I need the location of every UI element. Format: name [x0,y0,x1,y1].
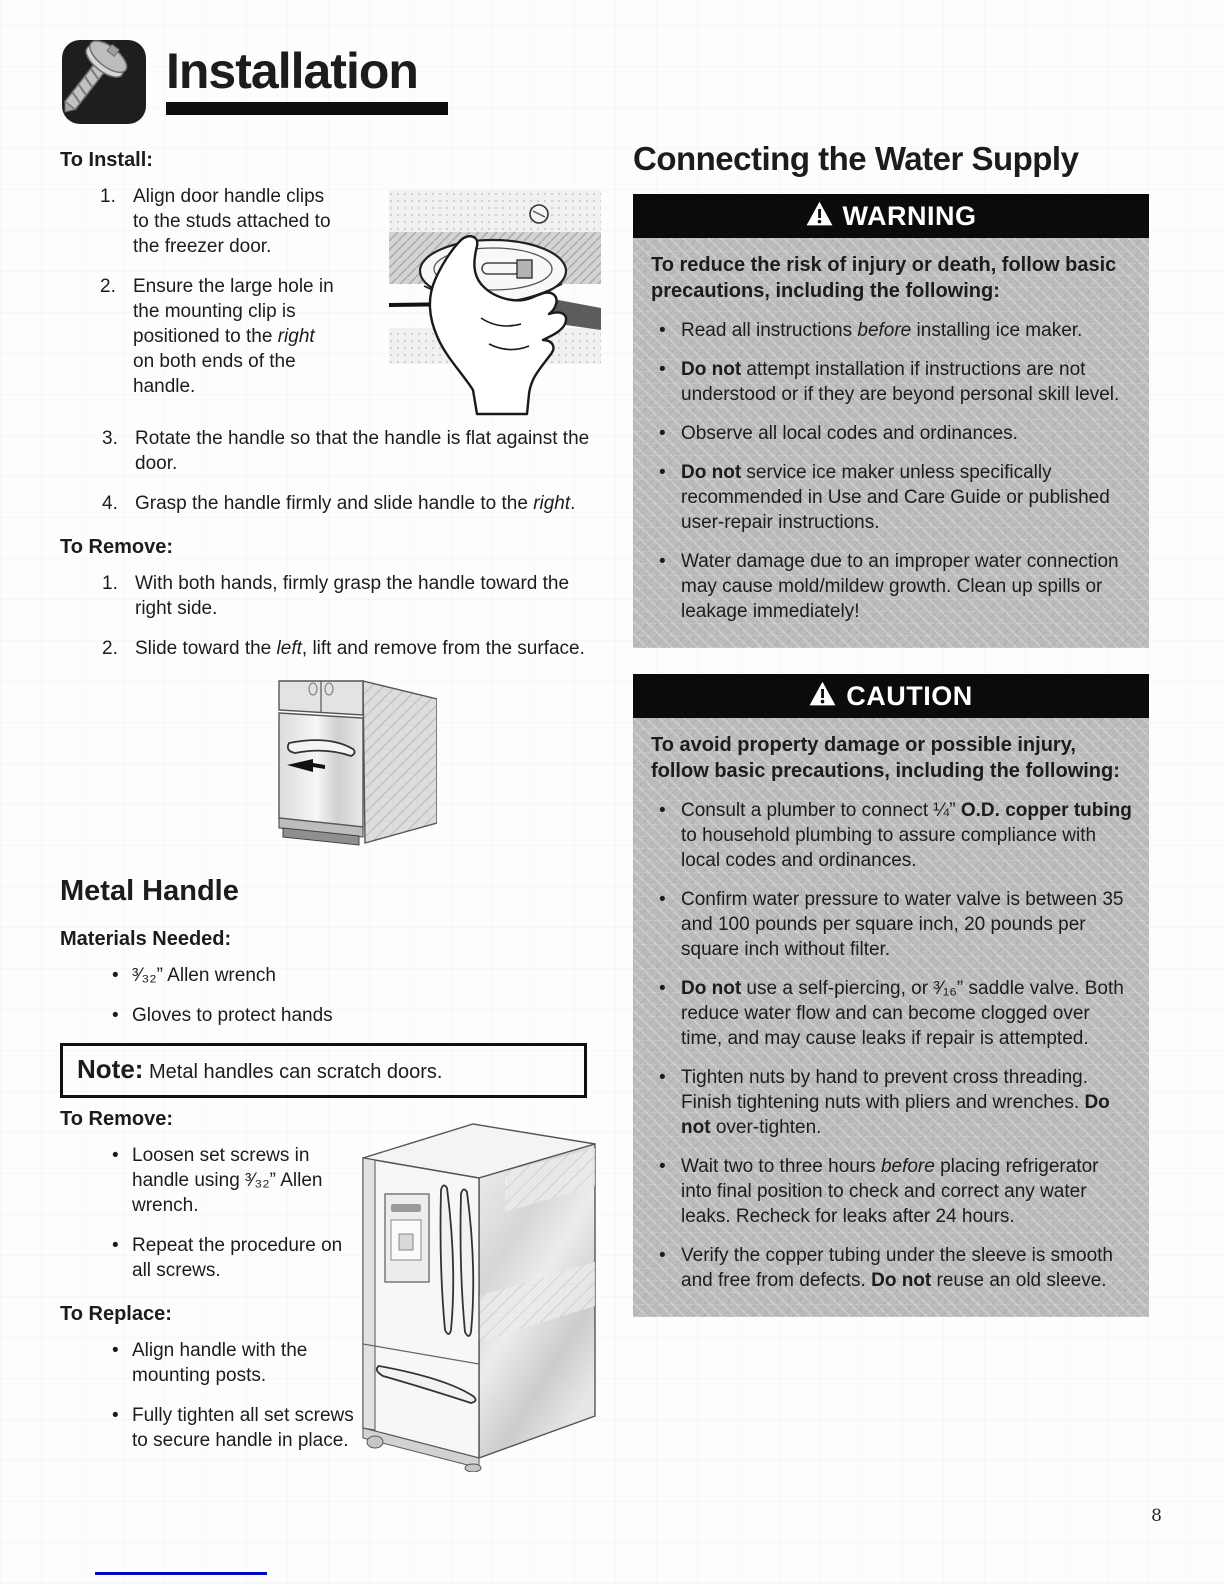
replace-list [110,1338,356,1453]
caution-label: CAUTION [846,680,973,711]
remove-step: 1. With both hands, firmly grasp the handle toward the right side. [102,573,570,619]
note-text: Metal handles can scratch doors. [143,1061,443,1083]
materials-list [110,963,601,1028]
material-item: • ³⁄₃₂” Allen wrench [110,963,601,988]
caution-header [633,674,1149,718]
caution-bullet: • Consult a plumber to connect ¼” O.D. copper tubing to household plumbing to assure compliance with local codes and ordinances. [655,798,1133,873]
refrigerator-illustration [355,1116,601,1477]
materials-heading: Materials Needed: [60,928,232,950]
metal-remove-item: • Loosen set screws in handle using ³⁄₃₂” Allen wrench. [110,1143,356,1218]
metal-handle-steps-block [60,1108,601,1480]
right-column [633,140,1149,1317]
remove-step: 2. Slide toward the left, lift and remove from the surface. [102,638,585,659]
warning-header [633,194,1149,238]
footer-blue-line [95,1572,267,1575]
replace-item: • Align handle with the mounting posts. [110,1338,356,1388]
replace-heading: To Replace: [60,1303,172,1325]
install-steps-narrow-wrap [60,184,336,399]
install-steps-wide [102,426,601,516]
caution-bullets [655,798,1133,1293]
caution-bullet: • Confirm water pressure to water valve is between 35 and 100 pounds per square inch, 20 pounds per square inch without filter. [655,887,1133,962]
metal-remove-list [110,1143,356,1283]
install-step: 3. Rotate the handle so that the handle is flat against the door. [102,428,590,474]
page-title: Installation [166,43,418,99]
caution-intro: To avoid property damage or possible injury, follow basic precautions, including the following: [651,734,1120,782]
remove-heading: To Remove: [60,536,173,558]
freezer-drawer-illustration [225,677,437,849]
section-header [60,38,601,131]
install-step: 4. Grasp the handle firmly and slide handle to the right. [102,493,576,514]
material-item: • Gloves to protect hands [110,1003,601,1028]
warning-bullet: • Do not attempt installation if instructions are not understood or if they are beyond personal skill level. [655,357,1133,407]
install-step: 2. Ensure the large hole in the mounting clip is positioned to the right on both ends of the handle. [100,276,334,397]
warning-triangle-icon [809,681,836,711]
install-heading: To Install: [60,149,153,171]
warning-bullets [655,318,1133,624]
warning-bullet: • Observe all local codes and ordinances. [655,421,1133,446]
metal-handle-heading: Metal Handle [60,875,239,907]
metal-remove-item: • Repeat the procedure on all screws. [110,1233,356,1283]
warning-box [633,194,1149,648]
caution-bullet: • Tighten nuts by hand to prevent cross threading. Finish tightening nuts with pliers and wrenches. Do not over-tighten. [655,1065,1133,1140]
install-step: 1. Align door handle clips to the studs attached to the freezer door. [100,186,331,257]
water-supply-heading: Connecting the Water Supply [633,140,1079,177]
warning-label: WARNING [842,200,977,231]
title-wrap [166,38,448,115]
note-box [60,1043,587,1098]
warning-bullet: • Do not service ice maker unless specifically recommended in Use and Care Guide or published user-repair instructions. [655,460,1133,535]
install-steps-narrow [100,184,336,399]
caution-box [633,674,1149,1317]
title-underline [166,102,448,115]
replace-item: • Fully tighten all set screws to secure handle in place. [110,1403,356,1453]
metal-handle-steps-text [60,1108,356,1453]
warning-body [633,238,1149,648]
caution-body [633,718,1149,1317]
note-label: Note: [77,1054,144,1084]
screw-icon [60,38,148,131]
metal-remove-heading: To Remove: [60,1108,173,1130]
hand-endcap-illustration [389,178,601,421]
remove-steps [102,571,601,661]
left-column [60,38,601,1480]
page-number: 8 [1151,1506,1162,1526]
warning-bullet: • Water damage due to an improper water connection may cause mold/mildew growth. Clean up spills or leakage immediately! [655,549,1133,624]
install-steps-block [60,184,601,426]
warning-bullet: • Read all instructions before installing ice maker. [655,318,1133,343]
warning-triangle-icon [806,201,833,231]
warning-intro: To reduce the risk of injury or death, follow basic precautions, including the following: [651,254,1117,302]
caution-bullet: • Wait two to three hours before placing refrigerator into final position to check and correct any water leaks. Recheck for leaks after 24 hours. [655,1154,1133,1229]
caution-bullet: • Verify the copper tubing under the sleeve is smooth and free from defects. Do not reuse an old sleeve. [655,1243,1133,1293]
caution-bullet: • Do not use a self-piercing, or ³⁄₁₆” saddle valve. Both reduce water flow and can become clogged over time, and may cause leaks if repair is attempted. [655,976,1133,1051]
